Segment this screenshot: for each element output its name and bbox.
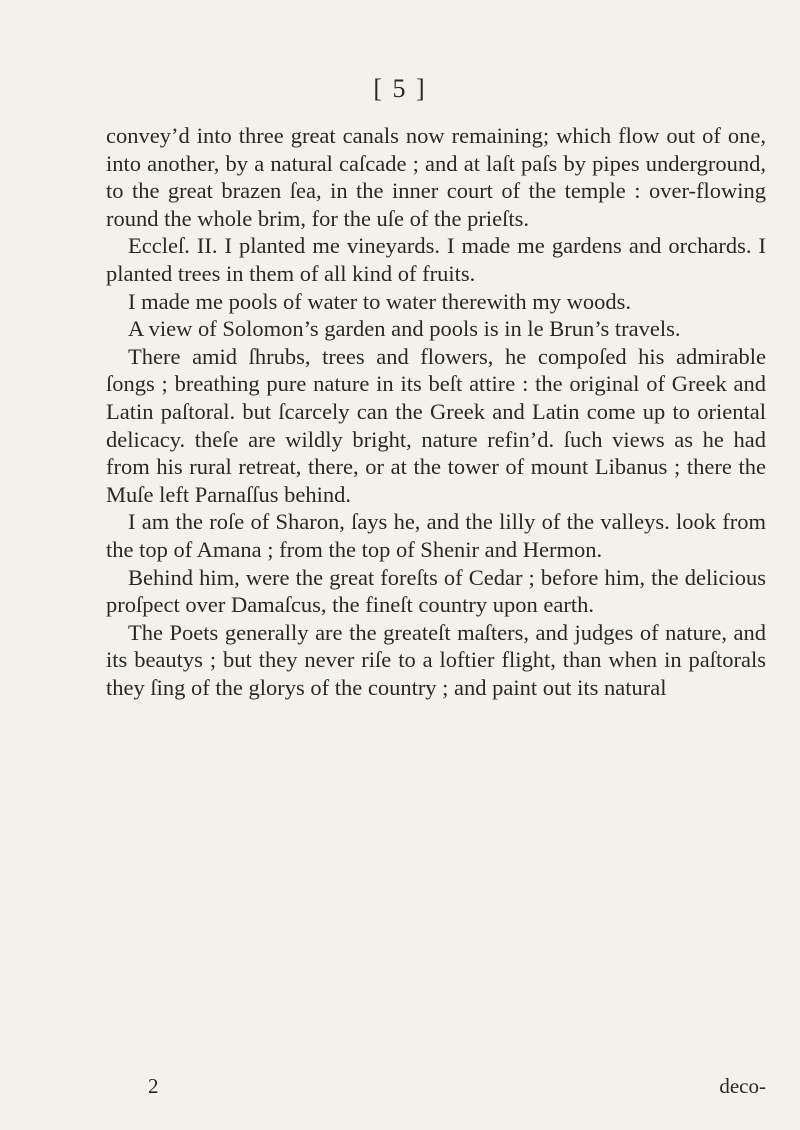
body-text (106, 122, 766, 701)
paragraph: The Poets generally are the greateſt maſters, and judges of nature, and its beautys ; but they never riſe to a loftier flight, than when in paſtorals they ſing of the glorys of the country ; and paint out its natural (106, 619, 766, 700)
paragraph: convey’d into three great canals now remaining; which flow out of one, into another, by a natural caſcade ; and at laſt paſs by pipes underground, to the great brazen ſea, in the inner court of the temple : over-flowing round the whole brim, for the uſe of the prieſts. (106, 123, 766, 231)
paragraph: I made me pools of water to water therewith my woods. (128, 288, 631, 314)
paragraph: There amid ſhrubs, trees and flowers, he compoſed his admirable ſongs ; breathing pure nature in its beſt attire : the original of Greek and Latin paſtoral. but ſcarcely can the Greek and Latin come up to oriental delicacy. theſe are wildly bright, nature refin’d. ſuch views as he had from his rural retreat, there, or at the tower of mount Libanus ; there the Muſe left Parnaſſus behind. (106, 343, 766, 507)
paragraph: Behind him, were the great foreſts of Cedar ; before him, the delicious proſpect over Damaſcus, the fineſt country upon earth. (106, 564, 766, 618)
catchword: deco- (719, 1074, 766, 1098)
signature-mark: 2 (148, 1074, 159, 1098)
paragraph: A view of Solomon’s garden and pools is in le Brun’s travels. (128, 316, 681, 342)
page-number-header: [ 5 ] (373, 74, 427, 103)
paragraph: Eccleſ. II. I planted me vineyards. I made me gardens and orchards. I planted trees in them of all kind of fruits. (106, 233, 766, 286)
paragraph: I am the roſe of Sharon, ſays he, and the lilly of the valleys. look from the top of Amana ; from the top of Shenir and Hermon. (106, 509, 766, 562)
page-footer (106, 1074, 766, 1102)
